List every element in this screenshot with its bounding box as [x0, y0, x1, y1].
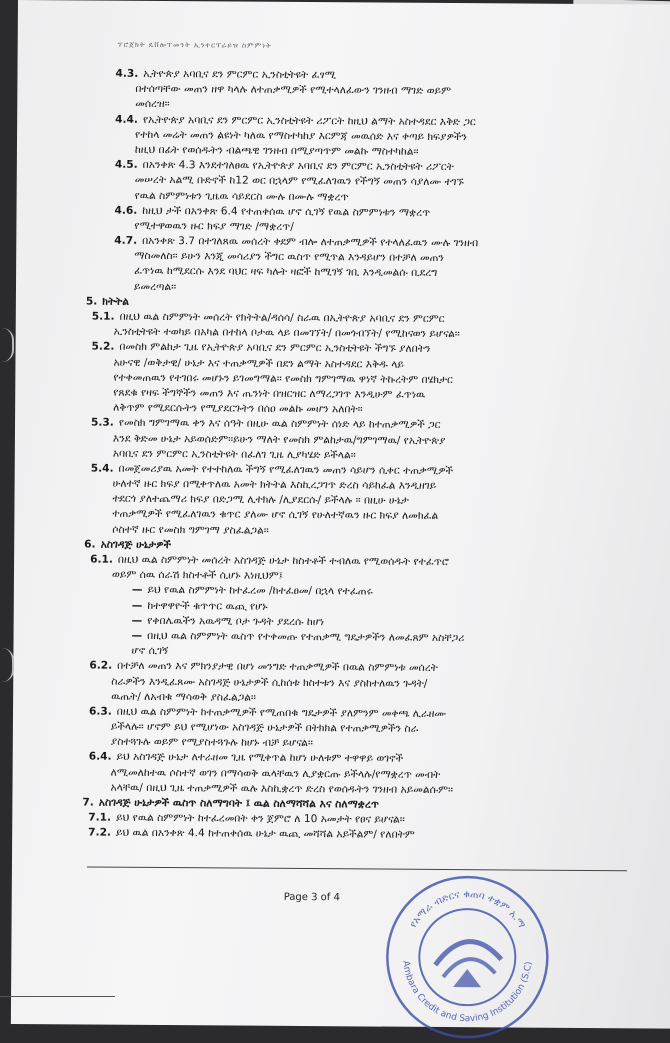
clause-number: 5. — [85, 295, 98, 308]
clause-number: 6.2. — [89, 659, 113, 672]
clause-text: የኢትዮጵያ አባቢና ደን ምርምር ኢንስቲትዩት ሪፖርት ከዚህ ልማት አስተዳደር እቅድ ጋር — [142, 113, 476, 128]
clause-number: — — [131, 614, 143, 627]
clause-text: ኢትዮጵያ አባቢና ደን ምርምር ኢንስቲትዩት ፈፃሚ — [143, 67, 337, 82]
clause-text: ከዚህ ታች በአንቀጽ 6.4 የተጠቀሰዉ ሆኖ ሲገኝ የዉል ስምምነቱን ማቋረጥ — [142, 204, 431, 219]
clause-number: 5.3. — [91, 416, 114, 429]
clause-text: ሁለተኛ ዙር ክፍያ በሚቀጥለዉ አመት ክትትል እስኪረጋገጥ ድረስ ሳይከፈል እንዲዘገይ — [112, 477, 437, 492]
clause-number: 5.1. — [91, 310, 115, 323]
clause-text: ይህ የዉል ስምምነት ከተፈረመ /ከተፈፀመ/ በኋላ የተፈጠሩ — [147, 584, 373, 598]
clause-number: 4.4. — [115, 113, 139, 126]
clause-number: 7. — [82, 796, 94, 809]
document-body — [78, 66, 643, 844]
svg-text:የአማራ ብድርና ቁጠባ ተቋም አ.ማ: የአማራ ብድርና ቁጠባ ተቋም አ.ማ — [407, 889, 528, 931]
clause-text: ይችላሉ፡፡ ሆኖም ይህ የሚሆነው አስገዳጅ ሁኔታዎች በትክክል የተጠቃሚዎችን ስራ — [110, 720, 419, 735]
clause-text: አስገዳጅ ሁኔታዎች — [100, 538, 172, 551]
document-page — [11, 0, 670, 1029]
clause-text: በመስክ ምልከታ ጊዜ የኢትዮጵያ አባቢና ደን ምርምር ኢንስቲትዩት ችግኙ ያለበትን — [119, 341, 431, 356]
clause-text: የመስክ ግምገማዉ ቀን እና ሰዓት በዚሁ ዉል ስምምነት ሰነድ ላይ ከተጠቃሚዎች ጋር — [118, 417, 441, 432]
clause-number: 5.2. — [91, 340, 115, 354]
clause-text: ከተዋዋዮች ቁጥጥር ዉጪ የሆኑ — [147, 599, 268, 613]
clause-text: ተጠቃሚዎች የሚፈለገዉን ቁጥር ያለሙ ሆኖ ሲገኝ የሁለተኛዉን ዙር ክፍያ ለመክፈል — [112, 508, 439, 523]
clause-number: 6.3. — [88, 705, 112, 718]
clause-text: የሚተዋወዉን ዙር ክፍያ ማገድ /ማቋረጥ/ — [134, 219, 294, 233]
clause-text: አስገዳጅ ሁኔታዎች ዉስጥ ስለማግባት ፤ ዉል ስለማሻሻል እና ስለማቋረጥ — [98, 796, 379, 811]
text-line — [78, 826, 638, 845]
clause-text: ይህ የዉል ስምምነት ከተፈረመበት ቀን ጀምሮ ለ 10 አመታት የፀና ይሆናል፡፡ — [116, 811, 405, 826]
clause-text: በዚህ ዉል ስምምነት ከተጠቃሚዎች የሚጠበቁ ግዴታዎች ያለምንም መቀጫ ሊራዘሙ — [116, 705, 447, 720]
clause-number: 6. — [84, 538, 96, 551]
clause-text: ይህ ዉል በአንቀጽ 4.4 ከተጠቀሰዉ ሁኔታ ዉጪ መሻሻል አይችልም/ የለበትም — [115, 827, 415, 842]
clause-text: መሠረት አልሚ ቡድኖች ከ12 ወር በኋላም የሚፈለገዉን የችግኝ መጠን ሳያለሙ ተገኙ — [134, 174, 464, 189]
clause-text: በዚህ ዉል ስምምነት መሰረት የክትትል/ዳሰሳ/ ስራዉ በኢትዮጵያ አባቢና ደን ምርምር — [119, 310, 445, 325]
clause-text: ለሚመለከተዉ ሶስተኛ ወገን በማሳወቅ ዉላቸዉን ሊያቋርጡ ይችላሉ/የማቋረጥ መብት — [110, 766, 441, 781]
clause-number: 6.4. — [88, 750, 112, 764]
clause-text: ወይም ሰዉ ሰራሽ ክስተቶች ሲሆኑ እነዚህም፤ — [111, 568, 284, 583]
clause-text: የቀበሌዉችን አዉዳሚ ቦታ ጉዳት ያደረሱ ከሆነ — [147, 614, 325, 628]
clause-number: 4.3. — [115, 67, 139, 80]
clause-text: በተቻለ መጠን እና ምክንያታዊ በሆነ መንግድ ተጠቃሚዎች በዉል ስምምነቱ መሰረት — [117, 660, 438, 675]
clause-text: ይህ አስገዳጅ ሁኔታ ለተራዘመ ጊዜ የሚቀጥል ከሆነ ሁለቱም ተዋዋይ ወገኖች — [116, 751, 404, 766]
clause-text: ይመረጣል፡፡ — [133, 280, 177, 293]
clause-text: በአንቀጽ 3.7 በተገለጸዉ መሰረት ቀደም ብሎ ለተጠቃሚዎች የተላለፈዉን ሙሉ ገንዘብ — [142, 234, 479, 250]
clause-number: 7.1. — [88, 811, 112, 824]
clause-number: 7.2. — [88, 826, 112, 840]
clause-text: አሁናዊ /ወቅታዊ/ ሁኔታ እና ተጠቃሚዎች በደን ልማት አስተዳደር እቅዱ ላይ — [113, 356, 404, 371]
clause-number: 5.4. — [90, 462, 114, 475]
clause-text: ክትትል — [102, 295, 130, 308]
clause-text: ፈጥነዉ ከሚደርሱ እንደ ባህር ዛፍ ካሉት ዛፎች ከሚገኝ ገቢ እንዲመልሱ ቢደረግ — [134, 265, 438, 280]
clause-text: የተቀመጠዉን የተገበሩ መሆኑን ይገመግማል፡፡ የመስክ ግምገማዉ ዋነኛ ትኩረትም በሄክታር — [113, 371, 453, 386]
clause-number: 4.7. — [114, 234, 138, 247]
clause-text: የተከላ መሬት መጠን ልዩነት ካለዉ የማስተካከያ እርምጃ መዉሰድ እና ቀጣይ ክፍያዎችን — [135, 128, 468, 143]
institution-seal — [383, 873, 552, 1042]
clause-text: ማስመለስ፡፡ ይሁን እንጂ መሳሪያን ችግር ዉስጥ የሚጥል እንዳይሆን በተቻለ መጠን — [134, 250, 445, 265]
clause-number: 4.5. — [114, 158, 138, 171]
clause-text: አላቸዉ/ በዚህ ጊዜ ተጠቃሚዎች ዉሉ እስኪቋረጥ ድረስ የወሰዱትን ገንዘብ አይመልሱም፡፡ — [110, 781, 454, 796]
clause-text: በአንቀጽ 4.3 እንደተገለፀዉ የኢትዮጵያ አባቢና ደን ምርምር ኢንስቲትዩት ሪፖርት — [142, 158, 454, 174]
clause-text: ዉጤት/ ለአብቁ ማሳወቅ ያስፈልጋል፡፡ — [111, 690, 256, 704]
clause-number: — — [131, 584, 143, 597]
clause-text: ያስተጓጉሉ ወይም የሚያስተጓጉሉ ከሆኑ ብቻ ይሆናል፡፡ — [110, 735, 313, 750]
clause-text: ሶስተኛ ዙር የመስክ ግምገማ ያስፈልጋል፡፡ — [112, 523, 269, 537]
clause-number: 6.1. — [90, 553, 113, 566]
clause-text: ሆኖ ሲገኝ — [131, 644, 169, 658]
page-number: Page 3 of 4 — [283, 891, 340, 904]
clause-text: በመጀመሪያዉ አመት የተተከለዉ ችግኝ የሚፈለገዉን መጠን ሳይሆን ሲቀር ተጠቃሚዎች — [118, 462, 454, 477]
clause-text: ስራዎችን እንዲፈጸሙ አስገዳጅ ሁኔታዎች ሲከሰቱ ክስተቱን እና ያስከተለዉን ጉዳት/ — [111, 675, 428, 690]
binding-mark — [2, 328, 14, 362]
clause-text: በዚህ ዉል ስምምነት መሰረት አስገዳጅ ሁኔታ ከስተቶች ተብለዉ የሚወሰዱት የተፈጥሮ — [117, 553, 449, 569]
bottom-edge-line — [0, 996, 115, 997]
svg-text:Ambara Credit and Saving Insti: Ambara Credit and Saving Institution (S.C) — [400, 960, 535, 1025]
clause-number: 4.6. — [114, 204, 138, 217]
header-strip: ፕሮጀክት ዴቨሎፕመንት ኢንተርፕራይዝ ስምምነት — [117, 40, 272, 50]
clause-text: ኢንስቲትዩት ተወካይ በአካል በተከላ ቦታዉ ላይ በመገኘት/ በመጎብኘት/ የሚከናወን ይሆናል፡፡ — [113, 325, 460, 341]
binding-mark — [2, 648, 14, 682]
clause-text: በተሰጣቸው መጠን ዘዋ ካላሉ ለተጠቃሚዎች የሚተላለፈውን ገንዘብ ማገድ ወይም — [135, 83, 452, 98]
clause-text: ከዚህ በፊት የወሰዱትን ብልጫዊ ገንዘብ በሚያጣጥም መልኩ ማስተካከል፡፡ — [134, 143, 419, 158]
clause-text: እንደ ቅድመ ሁኔታ አይወሰድም፡፡ይሁን ማለት የመስክ ምልከታዉ/ግምገማዉ/ የኢትዮጵያ — [112, 432, 446, 447]
footer-divider — [87, 867, 627, 872]
clause-text: አባቢና ደን ምርምር ኢንስቲትዩት በፈለገ ጊዜ ሊያካሄድ ይችላል፡፡ — [112, 447, 356, 462]
clause-text: የዉል ስምምነቱን ጊዜዉ ሳይደርስ ሙሉ በሙሉ ማቋረጥ — [134, 189, 349, 203]
clause-text: ተደርጎ ያለተጨማሪ ክፍያ በድጋሚ ሊተክሉ /ሊያደርሱ/ ይችላሉ ፡፡ በዚሁ ሁኔታ — [112, 492, 409, 507]
clause-text: የጸደቁ የዛፍ ችግኞችን መጠን እና ጤንነት በዝርዝር ለማረጋገጥ እንዲሁም ፈጥነዉ — [113, 386, 426, 401]
clause-text: መሰረዝ፡፡ — [135, 98, 170, 111]
clause-number: — — [131, 599, 143, 612]
clause-number: — — [131, 629, 143, 642]
clause-text: በዚህ ዉል ስምምነት ዉስጥ የተቀመጡ የተጠቃሚ ግዴታዎችን ለመፈጸም አስቸጋሪ — [147, 629, 465, 645]
clause-text: ለቅጥም የሚደርሱትን የሚያደርጉትን በሰዐ መልኩ መሆን አለበት፡፡ — [113, 401, 363, 416]
